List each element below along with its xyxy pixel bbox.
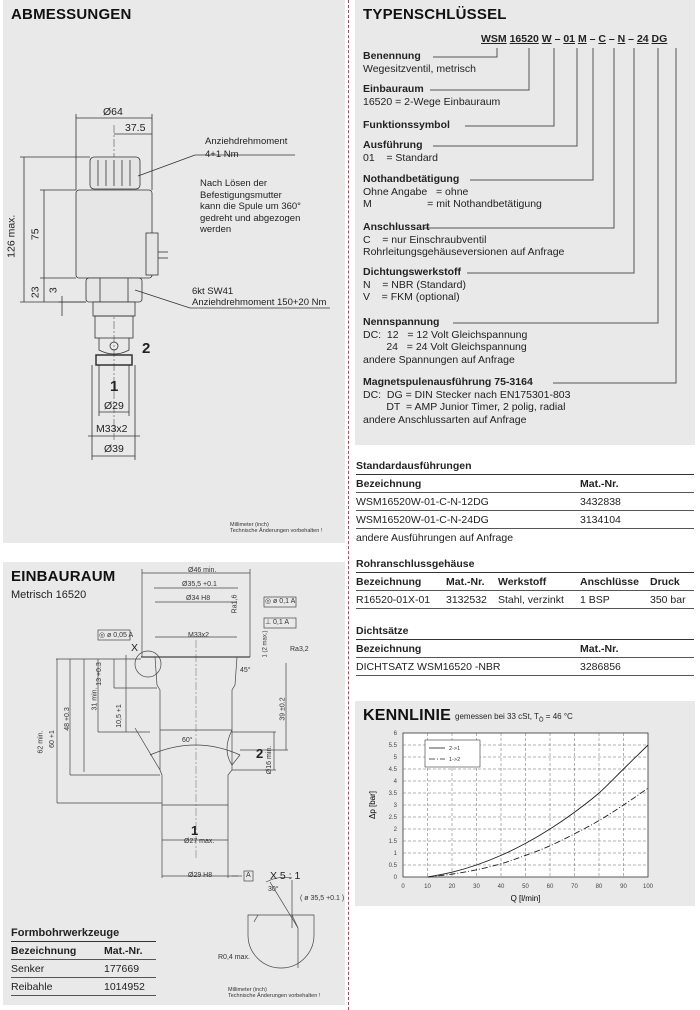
y-tick-label: 1.5 xyxy=(388,839,397,845)
header-bezeichnung: Bezeichnung xyxy=(356,643,422,655)
abmessungen-title: ABMESSUNGEN xyxy=(11,6,132,23)
port-1-label: 1 xyxy=(191,823,199,838)
dim-m33: M33x2 xyxy=(96,423,128,435)
standard-note: andere Ausführungen auf Anfrage xyxy=(356,532,514,544)
note-line: Anziehdrehmoment 150+20 Nm xyxy=(192,297,327,308)
table-header xyxy=(11,942,156,960)
header-anschluesse: Anschlüsse xyxy=(580,576,639,588)
group-line: DC: 12 = 12 Volt Gleichspannung xyxy=(363,328,528,341)
port-1-label: 1 xyxy=(110,378,119,395)
group-einbauraum xyxy=(363,83,500,108)
y-tick-label: 2 xyxy=(393,827,397,833)
cell: 1 BSP xyxy=(580,594,610,606)
x-tick-label: 90 xyxy=(620,884,627,890)
code-part: 16520 xyxy=(509,33,539,45)
cell: R16520-01X-01 xyxy=(356,594,431,606)
code-part: 24 xyxy=(636,33,649,45)
code-part: WSM xyxy=(481,33,507,45)
group-line: C = nur Einschraubventil xyxy=(363,233,487,246)
cell: 350 bar xyxy=(650,594,686,606)
dim-126: 126 max. xyxy=(5,214,18,258)
group-line: Wegesitzventil, metrisch xyxy=(363,62,477,75)
code-part: N xyxy=(617,33,626,45)
y-tick-label: 6 xyxy=(393,731,397,737)
group-line: 01 = Standard xyxy=(363,151,439,164)
x-axis-label: Q [l/min] xyxy=(510,894,541,903)
code-sep: – xyxy=(608,33,615,45)
x-tick-label: 10 xyxy=(424,884,431,890)
group-line: DC: DG = DIN Stecker nach EN175301-803 xyxy=(363,388,571,401)
port-2-label: 2 xyxy=(142,340,151,357)
footnote-line: Technische Änderungen vorbehalten ! xyxy=(228,993,321,999)
note-line: Nach Lösen der xyxy=(200,178,268,189)
y-tick-label: 5.5 xyxy=(388,743,397,749)
y-tick-label: 5 xyxy=(393,755,397,761)
code-sep: – xyxy=(554,33,561,45)
table-row xyxy=(356,493,694,511)
coil-rotation-note xyxy=(200,178,301,236)
dim-62: 62 min. xyxy=(37,730,45,754)
group-label: Benennung xyxy=(363,50,421,62)
tools-title: Formbohrwerkzeuge xyxy=(11,927,156,942)
cell: Stahl, verzinkt xyxy=(498,594,564,606)
group-label: Nennspannung xyxy=(363,316,440,328)
port-2-label: 2 xyxy=(256,746,264,761)
x-tick-label: 30 xyxy=(473,884,480,890)
dim-d34: Ø34 H8 xyxy=(186,595,211,602)
header-mat-nr: Mat.-Nr. xyxy=(580,478,619,490)
dim-d29: Ø29 H8 xyxy=(188,872,213,879)
subtitle-text: gemessen bei 33 cSt, T xyxy=(455,712,539,721)
group-label: Ausführung xyxy=(363,139,423,151)
dim-60deg: 60° xyxy=(182,737,193,744)
x-tick-label: 0 xyxy=(401,884,405,890)
dim-75: 75 xyxy=(29,228,42,241)
hex-torque-note xyxy=(192,286,326,308)
table-header xyxy=(356,475,694,493)
torque-top-line: 4+1 Nm xyxy=(205,148,239,160)
footnote-line: Millimeter (inch) xyxy=(230,522,269,528)
ra16-symbol: Ra1,6 xyxy=(231,594,239,614)
x-tick-label: 100 xyxy=(642,884,654,890)
dicht-table xyxy=(356,625,694,676)
dim-31: 31 min. xyxy=(91,687,99,711)
cell: 3134104 xyxy=(580,514,621,526)
dim-m33: M33x2 xyxy=(188,632,210,639)
table-row xyxy=(356,658,694,676)
cell: 177669 xyxy=(104,963,140,975)
subtitle-end: = 46 °C xyxy=(543,712,573,721)
group-line: Rohrleitungsgehäuseversionen auf Anfrage xyxy=(363,246,565,258)
dim-10-5: 10,5 +1 xyxy=(115,704,123,728)
cell: Senker xyxy=(11,963,45,975)
footnote-top xyxy=(230,522,322,534)
table-row xyxy=(11,978,156,996)
y-tick-label: 4.5 xyxy=(388,767,397,773)
group-nothand xyxy=(363,173,542,211)
note-line: gedreht und abgezogen xyxy=(200,212,301,224)
table-row xyxy=(11,960,156,978)
dim-37-5: 37.5 xyxy=(125,122,146,134)
legend-label: 2->1 xyxy=(449,746,461,752)
x-tick-label: 40 xyxy=(497,884,505,890)
cell: WSM16520W-01-C-N-24DG xyxy=(356,514,489,526)
standard-title: Standardausführungen xyxy=(356,460,694,475)
tolerance-concentricity: ◎ ø 0,1 A xyxy=(265,598,296,605)
header-bezeichnung: Bezeichnung xyxy=(356,576,422,588)
group-label: Nothandbetätigung xyxy=(363,173,460,185)
dim-d29: Ø29 xyxy=(104,400,124,412)
dim-r04: R0,4 max. xyxy=(218,954,250,961)
group-label: Dichtungswerkstoff xyxy=(363,266,462,278)
tools-table xyxy=(11,927,156,996)
einbauraum-subtitle: Metrisch 16520 xyxy=(11,589,87,601)
subtitle-sub: Ö xyxy=(538,717,544,724)
code-sep: – xyxy=(589,33,596,45)
header-mat-nr: Mat.-Nr. xyxy=(580,643,619,655)
y-tick-label: 3.5 xyxy=(388,791,397,797)
group-line: Ohne Angabe = ohne xyxy=(363,185,469,198)
cell: 3132532 xyxy=(446,594,487,606)
group-nennspannung xyxy=(363,316,527,366)
group-benennung xyxy=(363,50,476,75)
x-tick-label: 80 xyxy=(595,884,603,890)
column-divider xyxy=(348,0,349,1010)
note-line: Befestigungsmutter xyxy=(200,189,282,201)
group-line: M = mit Nothandbetätigung xyxy=(363,198,542,210)
torque-top-line: Anziehdrehmoment xyxy=(205,136,288,147)
dim-d16: Ø16 min. xyxy=(266,745,274,775)
dim-1: 1 (2 max.) xyxy=(262,630,269,658)
group-label: Einbauraum xyxy=(363,83,424,95)
code-part: C xyxy=(598,33,606,45)
footnote-bottom xyxy=(228,987,320,999)
dim-48: 48 +0.3 xyxy=(63,707,71,731)
group-line: N = NBR (Standard) xyxy=(363,278,466,291)
note-line: kann die Spule um 360° xyxy=(200,201,301,212)
y-tick-label: 0 xyxy=(393,875,397,881)
group-line: andere Spannungen auf Anfrage xyxy=(363,353,515,366)
standard-table xyxy=(356,460,694,544)
dim-45deg: 45° xyxy=(240,667,251,674)
rohr-title: Rohranschlussgehäuse xyxy=(356,558,694,573)
group-ausfuehrung xyxy=(363,139,438,164)
cell: DICHTSATZ WSM16520 -NBR xyxy=(356,661,501,673)
group-line: 16520 = 2-Wege Einbauraum xyxy=(363,95,501,108)
x-tick-label: 50 xyxy=(522,884,529,890)
code-part: DG xyxy=(651,33,668,45)
y-tick-label: 4 xyxy=(393,779,397,785)
einbauraum-title: EINBAURAUM xyxy=(11,568,116,585)
cell: 3286856 xyxy=(580,661,621,673)
header-bezeichnung: Bezeichnung xyxy=(356,478,422,490)
note-line: 6kt SW41 xyxy=(192,286,234,297)
group-label: Funktionssymbol xyxy=(363,119,450,131)
torque-top-note xyxy=(205,136,287,161)
cell: 3432838 xyxy=(580,496,621,508)
group-funktionssymbol xyxy=(363,119,450,132)
kennlinie-title: KENNLINIE xyxy=(363,707,452,724)
rohr-table xyxy=(356,558,694,609)
typenschluessel-title: TYPENSCHLÜSSEL xyxy=(363,6,507,23)
cell: Reibahle xyxy=(11,981,53,993)
legend-label: 1->2 xyxy=(449,757,461,763)
detail-scale: X 5 : 1 xyxy=(270,870,301,882)
ra32-symbol: Ra3,2 xyxy=(290,646,309,653)
dim-d64: Ø64 xyxy=(103,106,123,118)
header-bezeichnung: Bezeichnung xyxy=(11,945,77,957)
datum-a: A xyxy=(246,872,251,879)
group-line: andere Anschlussarten auf Anfrage xyxy=(363,413,527,426)
y-tick-label: 1 xyxy=(393,851,397,857)
dim-13: 13 +0.3 xyxy=(95,662,103,686)
cell: WSM16520W-01-C-N-12DG xyxy=(356,496,489,508)
cell: 1014952 xyxy=(104,981,145,993)
kennlinie-chart xyxy=(355,701,695,906)
table-row xyxy=(356,511,694,529)
tolerance-concentricity-a: ◎ ø 0,05 A xyxy=(99,632,134,639)
y-tick-label: 0.5 xyxy=(388,863,397,869)
group-dichtung xyxy=(363,266,466,304)
group-anschlussart xyxy=(363,221,564,259)
header-druck: Druck xyxy=(650,576,680,588)
dim-d35-5-detail: ( ø 35,5 +0.1 ) xyxy=(300,895,345,902)
code-part: M xyxy=(577,33,587,45)
group-label: Anschlussart xyxy=(363,221,430,233)
group-magnetspule xyxy=(363,376,570,426)
y-tick-label: 2.5 xyxy=(388,815,397,821)
y-tick-label: 3 xyxy=(393,803,397,809)
y-axis-label: Δp [bar] xyxy=(368,790,377,820)
group-line: 24 = 24 Volt Gleichspannung xyxy=(363,341,527,353)
code-part: W xyxy=(541,33,552,45)
dim-39: 39 ±0.2 xyxy=(279,697,287,721)
dim-d39: Ø39 xyxy=(104,443,124,455)
table-row xyxy=(356,591,694,609)
group-line: DT = AMP Junior Timer, 2 polig, radial xyxy=(363,401,566,413)
group-line: V = FKM (optional) xyxy=(363,291,460,303)
dim-60: 60 +1 xyxy=(48,730,56,748)
x-tick-label: 20 xyxy=(448,884,456,890)
dicht-title: Dichtsätze xyxy=(356,625,694,640)
table-header xyxy=(356,573,694,591)
code-sep: – xyxy=(628,33,635,45)
table-header xyxy=(356,640,694,658)
x-tick-label: 70 xyxy=(571,884,578,890)
note-line: werden xyxy=(200,224,232,235)
code-part: 01 xyxy=(563,33,576,45)
group-label: Magnetspulenausführung 75-3164 xyxy=(363,376,533,388)
dim-d27: Ø27 max. xyxy=(184,838,215,845)
dim-30deg: 30° xyxy=(268,886,279,893)
valve-dimension-drawing xyxy=(0,0,348,545)
x-tick-label: 60 xyxy=(546,884,554,890)
dim-d35-5: Ø35,5 +0.1 xyxy=(182,581,217,588)
dim-3: 3 xyxy=(47,287,60,294)
tolerance-perpendicularity: ⊥ 0,1 A xyxy=(265,619,290,626)
detail-x-marker: X xyxy=(131,642,139,654)
dim-d46: Ø46 min. xyxy=(188,567,217,574)
header-mat-nr: Mat.-Nr. xyxy=(104,945,143,957)
footnote-line: Technische Änderungen vorbehalten ! xyxy=(230,528,323,534)
footnote-line: Millimeter (inch) xyxy=(228,987,267,993)
header-mat-nr: Mat.-Nr. xyxy=(446,576,485,588)
dim-23: 23 xyxy=(29,286,42,299)
header-werkstoff: Werkstoff xyxy=(498,576,547,588)
